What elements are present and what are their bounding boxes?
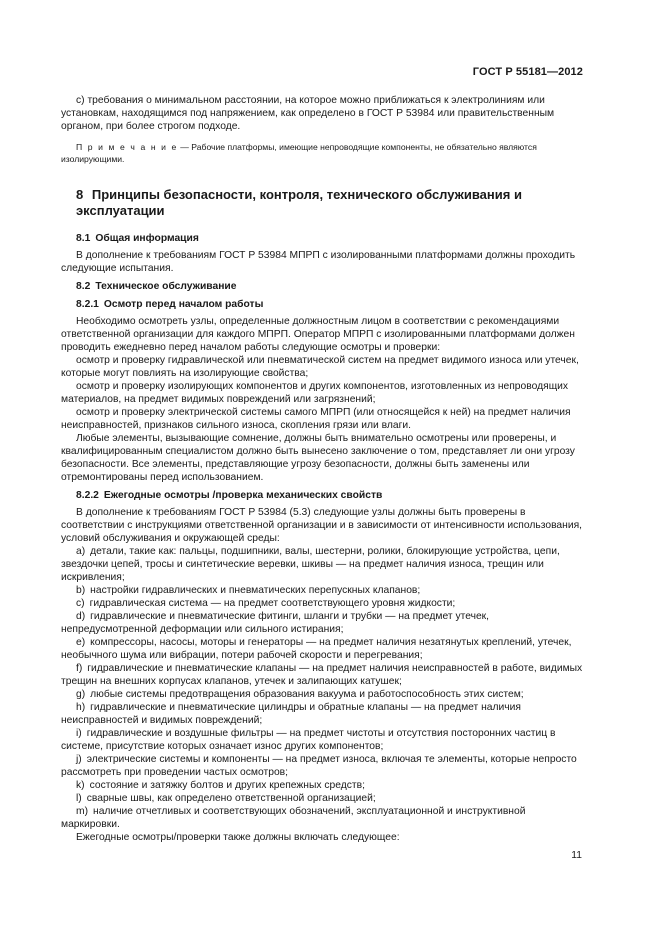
- subsection-8-2-heading: 8.2 Техническое обслуживание: [76, 281, 237, 292]
- inspection-list: [61, 545, 584, 831]
- list-item: a) детали, такие как: пальцы, подшипники, валы, шестерни, ролики, блокирующие устройства, цепи, звездочки цепей, тросы и синтетические веревки, шкивы — на предмет наличия износа, трещин или искривления;: [61, 546, 560, 583]
- subsection-8-1-heading: 8.1 Общая информация: [76, 233, 199, 244]
- note-text: — Рабочие платформы, имеющие непроводящие компоненты, не обязательно являются изолирующими.: [61, 142, 537, 164]
- s821-paragraph: осмотр и проверку гидравлической или пневматической систем на предмет видимого износа или утечек, которые могут повлиять на изолирующие свойства;: [61, 355, 579, 379]
- list-item: i) гидравлические и воздушные фильтры — на предмет чистоты и отсутствия посторонних частиц в системе, присутствие которых означает износ других компонентов;: [61, 728, 556, 752]
- subsection-8-2-1-heading: 8.2.1 Осмотр перед началом работы: [76, 299, 264, 310]
- list-item: k) состояние и затяжку болтов и других крепежных средств;: [76, 780, 365, 791]
- page-body: [61, 94, 584, 844]
- note: [61, 142, 584, 165]
- list-item: g) любые системы предотвращения образования вакуума и работоспособность этих систем;: [76, 689, 524, 700]
- list-item: m) наличие отчетливых и соответствующих обозначений, эксплуатационной и инструктивной маркировки.: [61, 806, 526, 830]
- subsection-8-1-text: В дополнение к требованиям ГОСТ Р 53984 МПРП с изолированными платформами должны проходить следующие испытания.: [61, 250, 576, 274]
- list-item: b) настройки гидравлических и пневматических перепускных клапанов;: [76, 585, 421, 596]
- note-label: П р и м е ч а н и е: [76, 142, 178, 152]
- list-item: l) сварные швы, как определено ответственной организацией;: [76, 793, 376, 804]
- subsection-8-2-2-heading: 8.2.2 Ежегодные осмотры /проверка механических свойств: [76, 490, 383, 501]
- s822-intro: В дополнение к требованиям ГОСТ Р 53984 (5.3) следующие узлы должны быть проверены в соответствии с инструкциями ответственной организации и в зависимости от интенсивности использования, условий обслуживания и окружающей среды:: [61, 507, 583, 544]
- list-item: c) гидравлическая система — на предмет соответствующего уровня жидкости;: [76, 598, 456, 609]
- section-number: 8: [76, 187, 84, 202]
- page-number: 11: [571, 850, 582, 861]
- intro-item-c: c) требования о минимальном расстоянии, на которое можно приближаться к электролиниям или установкам, находящимся под напряжением, как определено в ГОСТ Р 53984 или правительственным органом, при более строгом подходе.: [61, 95, 555, 132]
- s821-paragraph: Любые элементы, вызывающие сомнение, должны быть внимательно осмотрены или проверены, и квалифицированным специалистом должно быть вынесено заключение о том, представляет ли они угрозу безопасности. Все элементы, представляющие угрозу безопасности, должны быть заменены или отремонтированы перед использованием.: [61, 433, 575, 483]
- s821-paragraph: осмотр и проверку изолирующих компонентов и других компонентов, изготовленных из непроводящих материалов, на предмет видимых повреждений или загрязнений;: [61, 381, 569, 405]
- list-item: f) гидравлические и пневматические клапаны — на предмет наличия неисправностей в работе, видимых трещин на внешних корпусах клапанов, утечек и залипающих катушек;: [61, 663, 583, 687]
- list-item: j) электрические системы и компоненты — на предмет износа, включая те элементы, которые непросто рассмотреть при проведении частых осмотров;: [61, 754, 577, 778]
- standard-id: ГОСТ Р 55181—2012: [472, 66, 583, 78]
- list-item: e) компрессоры, насосы, моторы и генераторы — на предмет наличия незатянутых креплений, утечек, необычного шума или вибрации, потери рабочей скорости и перегревания;: [61, 637, 572, 661]
- s821-paragraph: осмотр и проверку электрической системы самого МПРП (или относящейся к ней) на предмет наличия неисправностей, признаков сильного износа, скопления грязи или влаги.: [61, 407, 571, 431]
- s821-paragraph: Необходимо осмотреть узлы, определенные должностным лицом в соответствии с рекомендациями ответственной организации для каждого МПРП. Оператор МПРП с изолированными платформами должен проводить ежедневно перед началом работы следующие осмотры и проверки:: [61, 316, 575, 353]
- closing-paragraph: Ежегодные осмотры/проверки также должны включать следующее:: [76, 832, 400, 843]
- section-title: Принципы безопасности, контроля, технического обслуживания и эксплуатации: [76, 187, 522, 218]
- section-heading: [76, 187, 584, 219]
- list-item: h) гидравлические и пневматические цилиндры и обратные клапаны — на предмет наличия неисправностей и видимых повреждений;: [61, 702, 521, 726]
- list-item: d) гидравлические и пневматические фитинги, шланги и трубки — на предмет утечек, непредусмотренной деформации или сильного истирания;: [61, 611, 490, 635]
